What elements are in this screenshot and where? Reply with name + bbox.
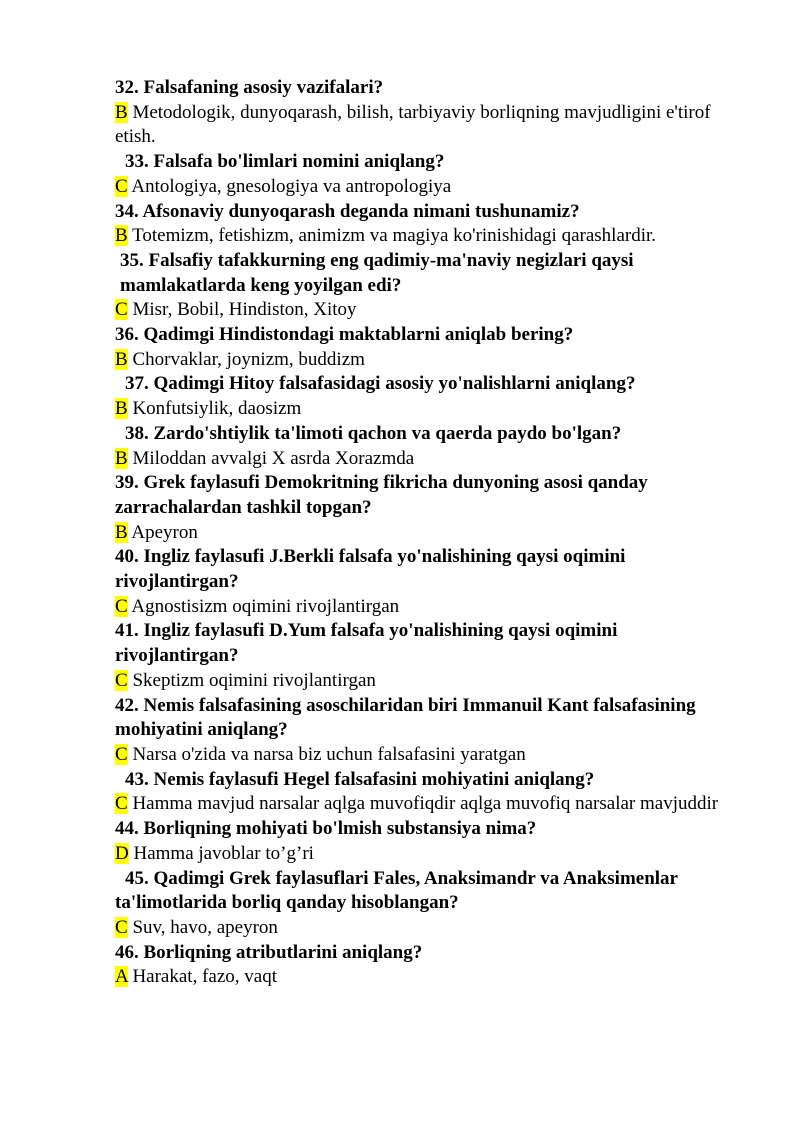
question-text: 34. Afsonaviy dunyoqarash deganda nimani tushunamiz? (115, 200, 580, 222)
answer-line (115, 965, 740, 990)
answer-line (115, 298, 740, 323)
answer-letter: B (115, 398, 128, 420)
answer-line (115, 743, 740, 768)
answer-letter: A (115, 966, 128, 988)
answer-line (115, 397, 740, 422)
answer-text: Metodologik, dunyoqarash, bilish, tarbiyaviy borliqning mavjudligini e'tirof etish. (115, 101, 711, 148)
question-block (115, 941, 740, 990)
answer-line (115, 842, 740, 867)
answer-text: Apeyron (127, 521, 198, 543)
question-block (115, 422, 740, 471)
answer-line (115, 447, 740, 472)
question-text: 40. Ingliz faylasufi J.Berkli falsafa yo'nalishining qaysi oqimini rivojlantirgan? (115, 546, 626, 593)
answer-line (115, 916, 740, 941)
question-block (115, 471, 740, 545)
question-block (115, 249, 740, 323)
answer-line (115, 348, 740, 373)
answer-text: Misr, Bobil, Hindiston, Xitoy (127, 299, 357, 321)
question-block (115, 76, 740, 150)
answer-letter: B (115, 521, 128, 543)
question-block (115, 867, 740, 941)
question-text: 38. Zardo'shtiylik ta'limoti qachon va qaerda paydo bo'lgan? (125, 422, 622, 444)
question-text: 36. Qadimgi Hindistondagi maktablarni aniqlab bering? (115, 324, 574, 346)
question-block (115, 817, 740, 866)
question-text: 33. Falsafa bo'limlari nomini aniqlang? (125, 151, 445, 173)
answer-letter: B (115, 225, 128, 247)
answer-letter: C (115, 175, 128, 197)
answer-text: Narsa o'zida va narsa biz uchun falsafasini yaratgan (127, 743, 526, 765)
answer-letter: C (115, 916, 128, 938)
answer-line (115, 521, 740, 546)
answer-letter: D (115, 842, 129, 864)
answer-letter: B (115, 348, 128, 370)
answer-text: Hamma mavjud narsalar aqlga muvofiqdir aqlga muvofiq narsalar mavjuddir (127, 793, 719, 815)
question-text: 35. Falsafiy tafakkurning eng qadimiy-ma'naviy negizlari qaysi mamlakatlarda keng yoyilgan edi? (120, 249, 634, 296)
question-text: 45. Qadimgi Grek faylasuflari Fales, Anaksimandr va Anaksimenlar ta'limotlarida borliq qanday hisoblangan? (115, 867, 678, 914)
question-block (115, 372, 740, 421)
question-text: 32. Falsafaning asosiy vazifalari? (115, 77, 384, 98)
answer-letter: B (115, 447, 128, 469)
answer-line (115, 101, 740, 150)
answer-line (115, 224, 740, 249)
answer-line (115, 175, 740, 200)
answer-text: Harakat, fazo, vaqt (127, 966, 277, 988)
answer-text: Konfutsiylik, daosizm (127, 398, 302, 420)
question-block (115, 694, 740, 768)
answer-letter: C (115, 299, 128, 321)
answer-text: Antologiya, gnesologiya va antropologiya (127, 175, 452, 197)
question-block (115, 150, 740, 199)
question-text: 44. Borliqning mohiyati bo'lmish substansiya nima? (115, 818, 537, 840)
answer-letter: C (115, 743, 128, 765)
question-text: 43. Nemis faylasufi Hegel falsafasini mohiyatini aniqlang? (125, 768, 595, 790)
answer-line (115, 595, 740, 620)
question-text: 37. Qadimgi Hitoy falsafasidagi asosiy yo'nalishlarni aniqlang? (125, 373, 636, 395)
question-block (115, 323, 740, 372)
answer-text: Skeptizm oqimini rivojlantirgan (127, 669, 376, 691)
question-block (115, 768, 740, 817)
question-text: 42. Nemis falsafasining asoschilaridan biri Immanuil Kant falsafasining mohiyatini aniqlang? (115, 694, 696, 741)
answer-text: Suv, havo, apeyron (127, 916, 278, 938)
answer-line (115, 792, 740, 817)
answer-text: Agnostisizm oqimini rivojlantirgan (127, 595, 400, 617)
question-block (115, 545, 740, 619)
answer-text: Chorvaklar, joynizm, buddizm (127, 348, 365, 370)
answer-letter: C (115, 793, 128, 815)
answer-letter: B (115, 101, 128, 123)
answer-letter: C (115, 595, 128, 617)
question-text: 46. Borliqning atributlarini aniqlang? (115, 941, 423, 963)
answer-letter: C (115, 669, 128, 691)
question-text: 41. Ingliz faylasufi D.Yum falsafa yo'nalishining qaysi oqimini rivojlantirgan? (115, 620, 618, 667)
answer-text: Totemizm, fetishizm, animizm va magiya ko'rinishidagi qarashlardir. (127, 225, 657, 247)
question-block (115, 200, 740, 249)
answer-text: Hamma javoblar to’g’ri (128, 842, 314, 864)
answer-line (115, 669, 740, 694)
question-block (115, 619, 740, 693)
answer-text: Miloddan avvalgi X asrda Xorazmda (127, 447, 415, 469)
question-text: 39. Grek faylasufi Demokritning fikricha dunyoning asosi qanday zarrachalardan tashkil topgan? (115, 472, 648, 518)
